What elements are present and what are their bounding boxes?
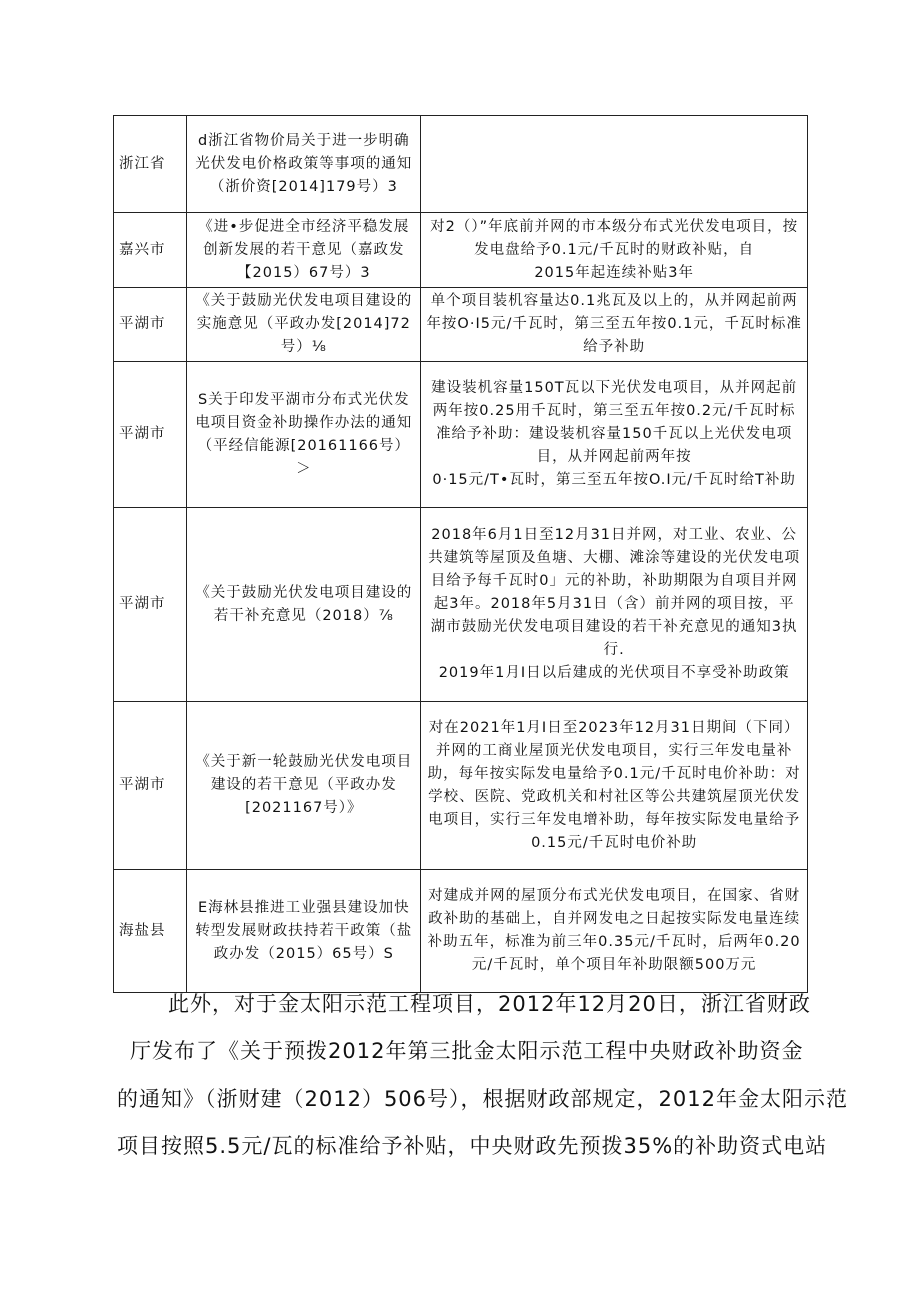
subsidy-description-cell [421, 508, 808, 702]
subsidy-description-cell [421, 870, 808, 993]
body-paragraph-line: 此外，对于金太阳示范工程项目，2012年12月20日，浙江省财政 [168, 992, 811, 1016]
body-paragraph-line: 厅发布了《关于预拨2012年第三批金太阳示范工程中央财政补助资金 [130, 1039, 804, 1063]
table-row [114, 508, 808, 702]
region-cell: 平湖市 [114, 362, 187, 508]
table-row [114, 702, 808, 870]
policy-document-cell: 《关于鼓励光伏发电项目建设的若干补充意见（2018）⅞ [187, 508, 421, 702]
policy-document-cell: S关于印发平湖市分布式光伏发电项目资金补助操作办法的通知（平经信能源[20161166号）＞ [187, 362, 421, 508]
table-row [114, 870, 808, 993]
subsidy-description-cell [421, 116, 808, 213]
region-cell: 海盐县 [114, 870, 187, 993]
region-cell: 浙江省 [114, 116, 187, 213]
policy-document-cell: 《关于新一轮鼓励光伏发电项目建设的若干意见（平政办发[2021167号）》 [187, 702, 421, 870]
policy-table [113, 115, 808, 993]
policy-document-cell: 《进•步促进全市经济平稳发展创新发展的若干意见（嘉政发【2015）67号）3 [187, 213, 421, 288]
region-cell: 平湖市 [114, 508, 187, 702]
subsidy-description-cell [421, 702, 808, 870]
description-line: 2018年6月1日至12月31日并网，对工业、农业、公共建筑等屋顶及鱼塘、大棚、滩涂等建设的光伏发电项目给予每千瓦时0」元的补助，补助期限为自项目并网起3年。2018年5月31日（含）前并网的项目按，平湖市鼓励光伏发电项目建设的若干补充意见的通知3执行. [428, 527, 801, 658]
policy-document-cell: d浙江省物价局关于进一步明确光伏发电价格政策等事项的通知（浙价资[2014]179号）3 [187, 116, 421, 213]
body-paragraph-line: 项目按照5.5元/瓦的标准给予补贴，中央财政先预拨35%的补助资式电站 [117, 1134, 828, 1158]
description-line: 0·15元/T•瓦时，第三至五年按O.I元/千瓦时给T补助 [432, 472, 796, 488]
subsidy-description-cell [421, 362, 808, 508]
description-line: 建设装机容量150T瓦以下光伏发电项目，从并网起前两年按0.25用千瓦时，第三至五年按0.2元/千瓦时标准给予补助：建设装机容量150千瓦以上光伏发电项目，从并网起前两年按 [431, 380, 798, 465]
subsidy-description-cell [421, 288, 808, 362]
subsidy-description-cell [421, 213, 808, 288]
region-cell: 平湖市 [114, 702, 187, 870]
table-row [114, 288, 808, 362]
description-line: 2019年1月I日以后建成的光伏项目不享受补助政策 [438, 665, 790, 681]
description-line: 对在2021年1月I日至2023年12月31日期间（下同）并网的工商业屋顶光伏发电项目，实行三年发电量补助，每年按实际发电量给予0.1元/千瓦时电价补助：对学校、医院、党政机关和村社区等公共建筑屋顶光伏发电项目，实行三年发电增补助，每年按实际发电量给予0.15元/千瓦时电价补助 [427, 719, 801, 851]
description-line: 对2（）”年底前并网的市本级分布式光伏发电项目，按发电盘给予0.1元/千瓦时的财政补贴，自 [430, 218, 799, 258]
table-row [114, 362, 808, 508]
policy-document-cell: E海林县推进工业强县建设加快转型发展财政扶持若干政策（盐政办发（2015）65号）S [187, 870, 421, 993]
table-row [114, 116, 808, 213]
description-line: 2015年起连续补贴3年 [534, 264, 694, 281]
table-row [114, 213, 808, 288]
region-cell: 嘉兴市 [114, 213, 187, 288]
policy-document-cell: 《关于鼓励光伏发电项目建设的实施意见（平政办发[2014]72号）⅛ [187, 288, 421, 362]
description-line: 对建成并网的屋顶分布式光伏发电项目，在国家、省财政补助的基础上，自并网发电之日起按实际发电量连续补助五年，标准为前三年0.35元/千瓦时，后两年0.20元/千瓦时，单个项目年补助限额500万元 [427, 888, 801, 973]
region-cell: 平湖市 [114, 288, 187, 362]
description-line: 单个项目装机容量达0.1兆瓦及以上的，从并网起前两年按O·I5元/千瓦时，第三至五年按0.1元，千瓦时标准给予补助 [426, 293, 802, 355]
body-paragraph-line: 的通知》（浙财建（2012）506号），根据财政部规定，2012年金太阳示范 [117, 1087, 848, 1111]
